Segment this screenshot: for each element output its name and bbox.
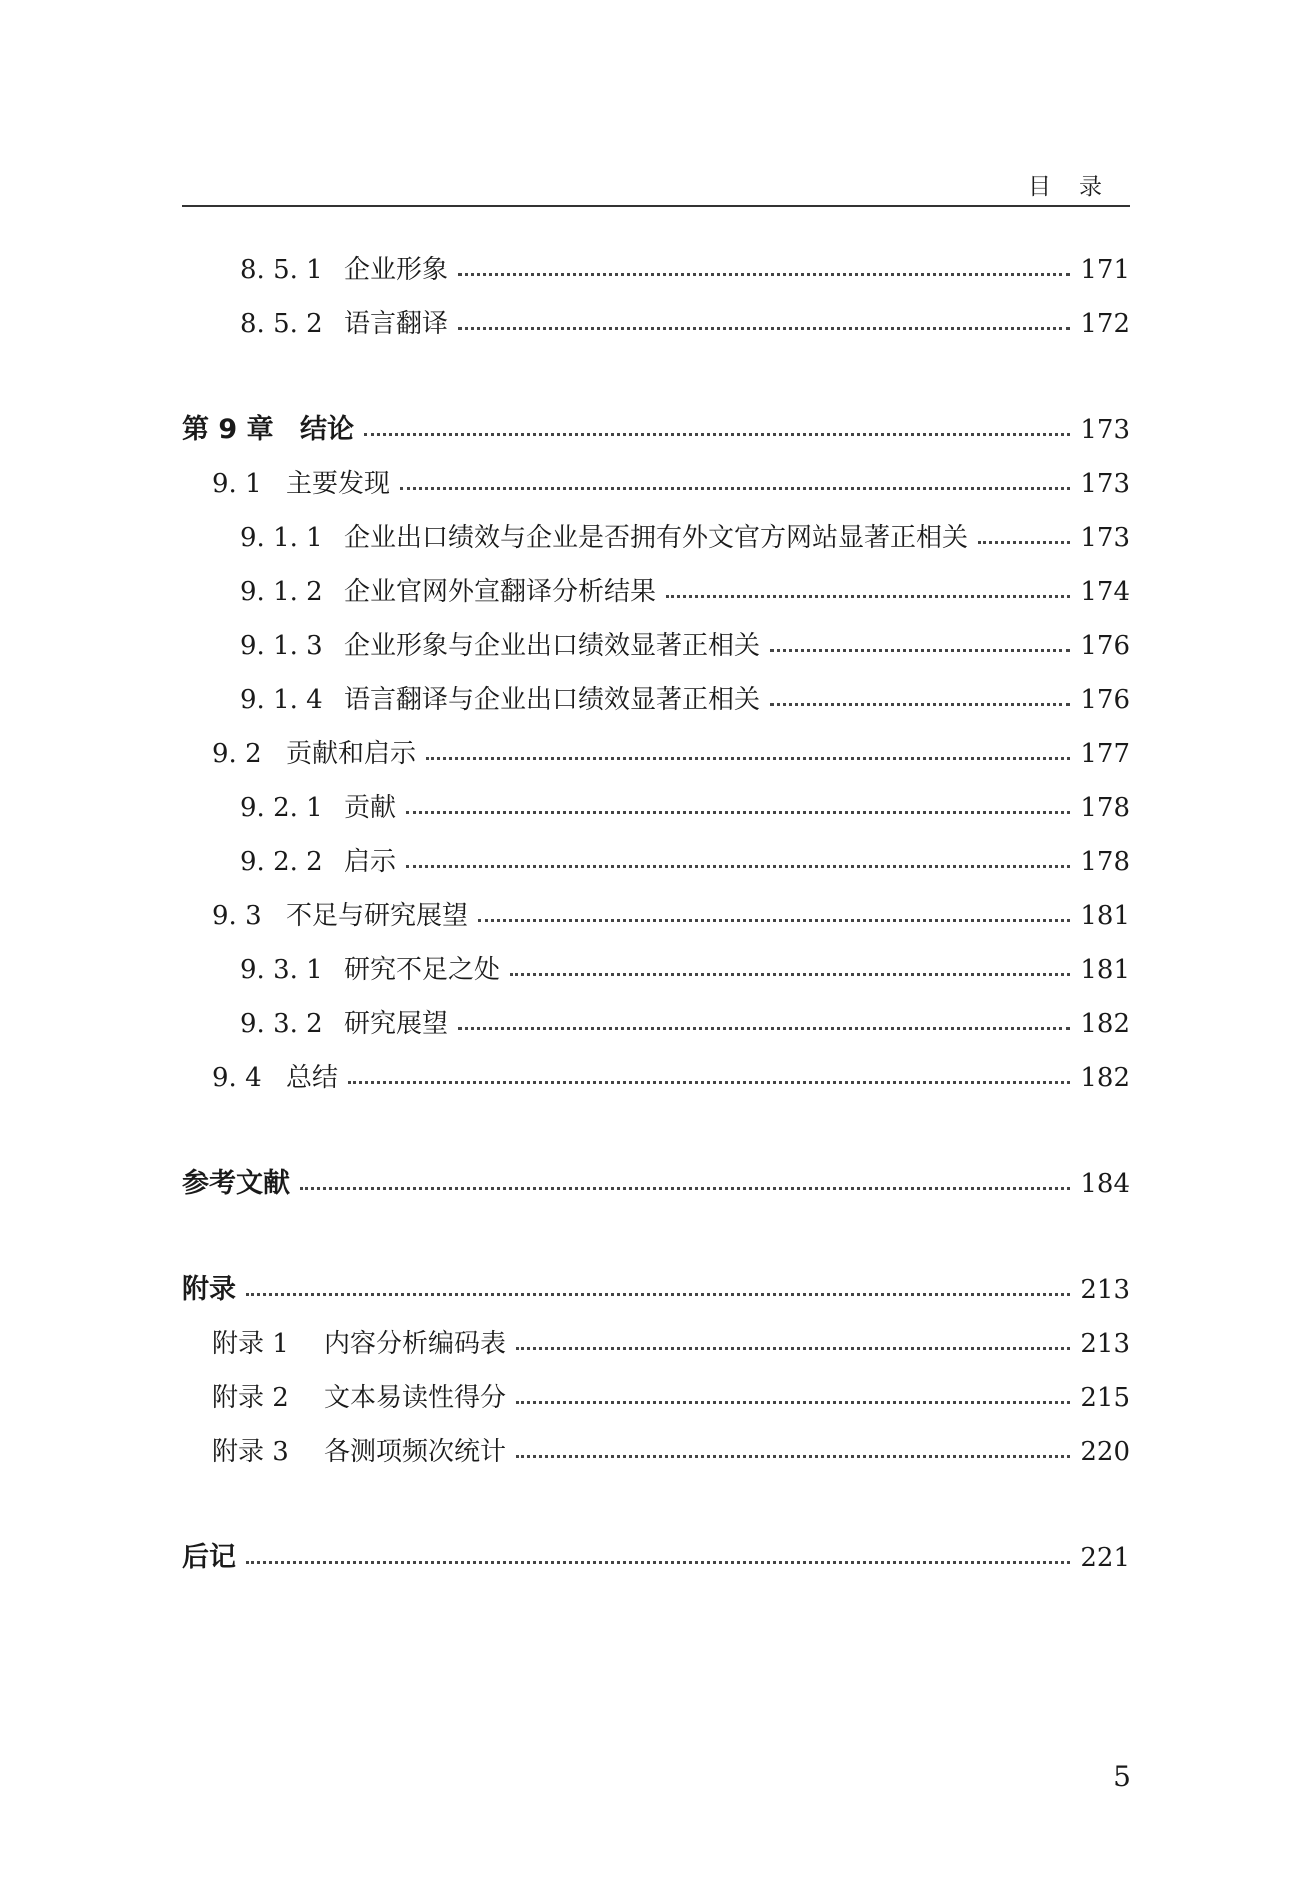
toc-chapter-entry[interactable] xyxy=(182,1270,1130,1310)
toc-entry[interactable] xyxy=(182,896,1130,936)
dot-leader xyxy=(770,703,1070,706)
toc-entry[interactable] xyxy=(182,950,1130,990)
toc-entry-page: 178 xyxy=(1080,793,1130,823)
toc-entry-page: 173 xyxy=(1080,415,1130,445)
toc-entry-number: 9. 1. 4 xyxy=(240,685,323,715)
dot-leader xyxy=(348,1081,1070,1084)
toc-entry-page: 177 xyxy=(1080,739,1130,769)
toc-entry-title: 企业形象 xyxy=(344,255,449,285)
toc-entry-page: 221 xyxy=(1080,1543,1130,1573)
dot-leader xyxy=(406,865,1070,868)
toc-entry[interactable] xyxy=(182,464,1130,504)
toc-entry-page: 172 xyxy=(1080,309,1130,339)
toc-entry-title: 贡献和启示 xyxy=(286,739,417,769)
toc-entry-page: 181 xyxy=(1080,901,1130,931)
toc-entry[interactable] xyxy=(182,788,1130,828)
dot-leader xyxy=(406,811,1070,814)
toc-entry-title: 语言翻译与企业出口绩效显著正相关 xyxy=(344,685,761,715)
toc-entry-number: 9. 3. 2 xyxy=(240,1009,323,1039)
toc-entry-number: 8. 5. 2 xyxy=(240,309,323,339)
dot-leader xyxy=(458,1027,1070,1030)
dot-leader xyxy=(478,919,1070,922)
dot-leader xyxy=(458,273,1070,276)
toc-entry-title: 结论 xyxy=(300,414,354,445)
toc-entry[interactable] xyxy=(182,1432,1130,1472)
toc-entry[interactable] xyxy=(182,1378,1130,1418)
toc-entry-title: 后记 xyxy=(182,1542,236,1573)
toc-entry-number: 9. 4 xyxy=(212,1063,262,1093)
toc-entry-page: 181 xyxy=(1080,955,1130,985)
toc-entry-number: 附录 2 xyxy=(212,1383,289,1413)
toc-entry-number: 9. 1 xyxy=(212,469,262,499)
toc-chapter-entry[interactable] xyxy=(182,1164,1130,1204)
toc-entry-page: 184 xyxy=(1080,1169,1130,1199)
toc-entry-page: 220 xyxy=(1080,1437,1130,1467)
toc-entry-number: 9. 2. 1 xyxy=(240,793,323,823)
toc-entry-page: 182 xyxy=(1080,1009,1130,1039)
toc-entry-title: 参考文献 xyxy=(182,1168,290,1199)
toc-entry[interactable] xyxy=(182,680,1130,720)
toc-entry-page: 213 xyxy=(1080,1329,1130,1359)
toc-entry[interactable] xyxy=(182,304,1130,344)
dot-leader xyxy=(516,1455,1070,1458)
toc-entry[interactable] xyxy=(182,572,1130,612)
toc-entry-page: 213 xyxy=(1080,1275,1130,1305)
toc-entry[interactable] xyxy=(182,1324,1130,1364)
toc-entry-title: 启示 xyxy=(344,847,397,877)
toc-entry-number: 附录 1 xyxy=(212,1329,289,1359)
header-rule xyxy=(182,205,1130,207)
toc-entry-title: 总结 xyxy=(286,1063,339,1093)
toc-entry-title: 主要发现 xyxy=(286,469,391,499)
toc-entry-number: 8. 5. 1 xyxy=(240,255,323,285)
toc-entry-page: 176 xyxy=(1080,685,1130,715)
toc-chapter-entry[interactable] xyxy=(182,1538,1130,1578)
toc-entry-title: 内容分析编码表 xyxy=(324,1329,507,1359)
page-number: 5 xyxy=(1113,1760,1131,1793)
toc-entry-page: 176 xyxy=(1080,631,1130,661)
toc-entry-title: 各测项频次统计 xyxy=(324,1437,507,1467)
toc-entry-title: 贡献 xyxy=(344,793,397,823)
dot-leader xyxy=(400,487,1070,490)
toc-entry-title: 企业出口绩效与企业是否拥有外文官方网站显著正相关 xyxy=(344,523,969,553)
dot-leader xyxy=(246,1293,1070,1296)
toc-entry-number: 9. 2 xyxy=(212,739,262,769)
toc-entry-page: 171 xyxy=(1080,255,1130,285)
toc-entry[interactable] xyxy=(182,1058,1130,1098)
dot-leader xyxy=(458,327,1070,330)
toc-entry-page: 215 xyxy=(1080,1383,1130,1413)
toc-entry-number: 9. 1. 2 xyxy=(240,577,323,607)
dot-leader xyxy=(246,1561,1070,1564)
toc-entry-page: 173 xyxy=(1080,469,1130,499)
toc-entry-number: 第 9 章 xyxy=(182,414,274,445)
toc-entry-number: 9. 3 xyxy=(212,901,262,931)
dot-leader xyxy=(770,649,1070,652)
toc-entry[interactable] xyxy=(182,250,1130,290)
toc-entry-title: 研究不足之处 xyxy=(344,955,501,985)
running-head-title: 目录 xyxy=(1028,174,1130,200)
dot-leader xyxy=(516,1401,1070,1404)
toc-entry-number: 9. 2. 2 xyxy=(240,847,323,877)
toc-entry[interactable] xyxy=(182,518,1130,558)
toc-entry-title: 企业官网外宣翻译分析结果 xyxy=(344,577,657,607)
toc-chapter-entry[interactable] xyxy=(182,410,1130,450)
toc-entry[interactable] xyxy=(182,626,1130,666)
toc-entry[interactable] xyxy=(182,734,1130,774)
toc-entry-page: 178 xyxy=(1080,847,1130,877)
toc-entry-page: 182 xyxy=(1080,1063,1130,1093)
toc-entry-number: 附录 3 xyxy=(212,1437,289,1467)
toc-entry-title: 研究展望 xyxy=(344,1009,449,1039)
dot-leader xyxy=(364,433,1070,436)
dot-leader xyxy=(666,595,1070,598)
toc-entry-number: 9. 1. 1 xyxy=(240,523,323,553)
toc-entry-number: 9. 1. 3 xyxy=(240,631,323,661)
dot-leader xyxy=(426,757,1070,760)
dot-leader xyxy=(300,1187,1070,1190)
dot-leader xyxy=(516,1347,1070,1350)
toc-entry-page: 173 xyxy=(1080,523,1130,553)
toc-entry-title: 文本易读性得分 xyxy=(324,1383,507,1413)
toc-entry-title: 语言翻译 xyxy=(344,309,449,339)
toc-entry[interactable] xyxy=(182,842,1130,882)
toc-entry-title: 附录 xyxy=(182,1274,236,1305)
toc-entry[interactable] xyxy=(182,1004,1130,1044)
dot-leader xyxy=(978,541,1070,544)
toc-entry-title: 不足与研究展望 xyxy=(286,901,469,931)
toc-entry-title: 企业形象与企业出口绩效显著正相关 xyxy=(344,631,761,661)
toc-entry-number: 9. 3. 1 xyxy=(240,955,323,985)
toc-entry-page: 174 xyxy=(1080,577,1130,607)
dot-leader xyxy=(510,973,1070,976)
